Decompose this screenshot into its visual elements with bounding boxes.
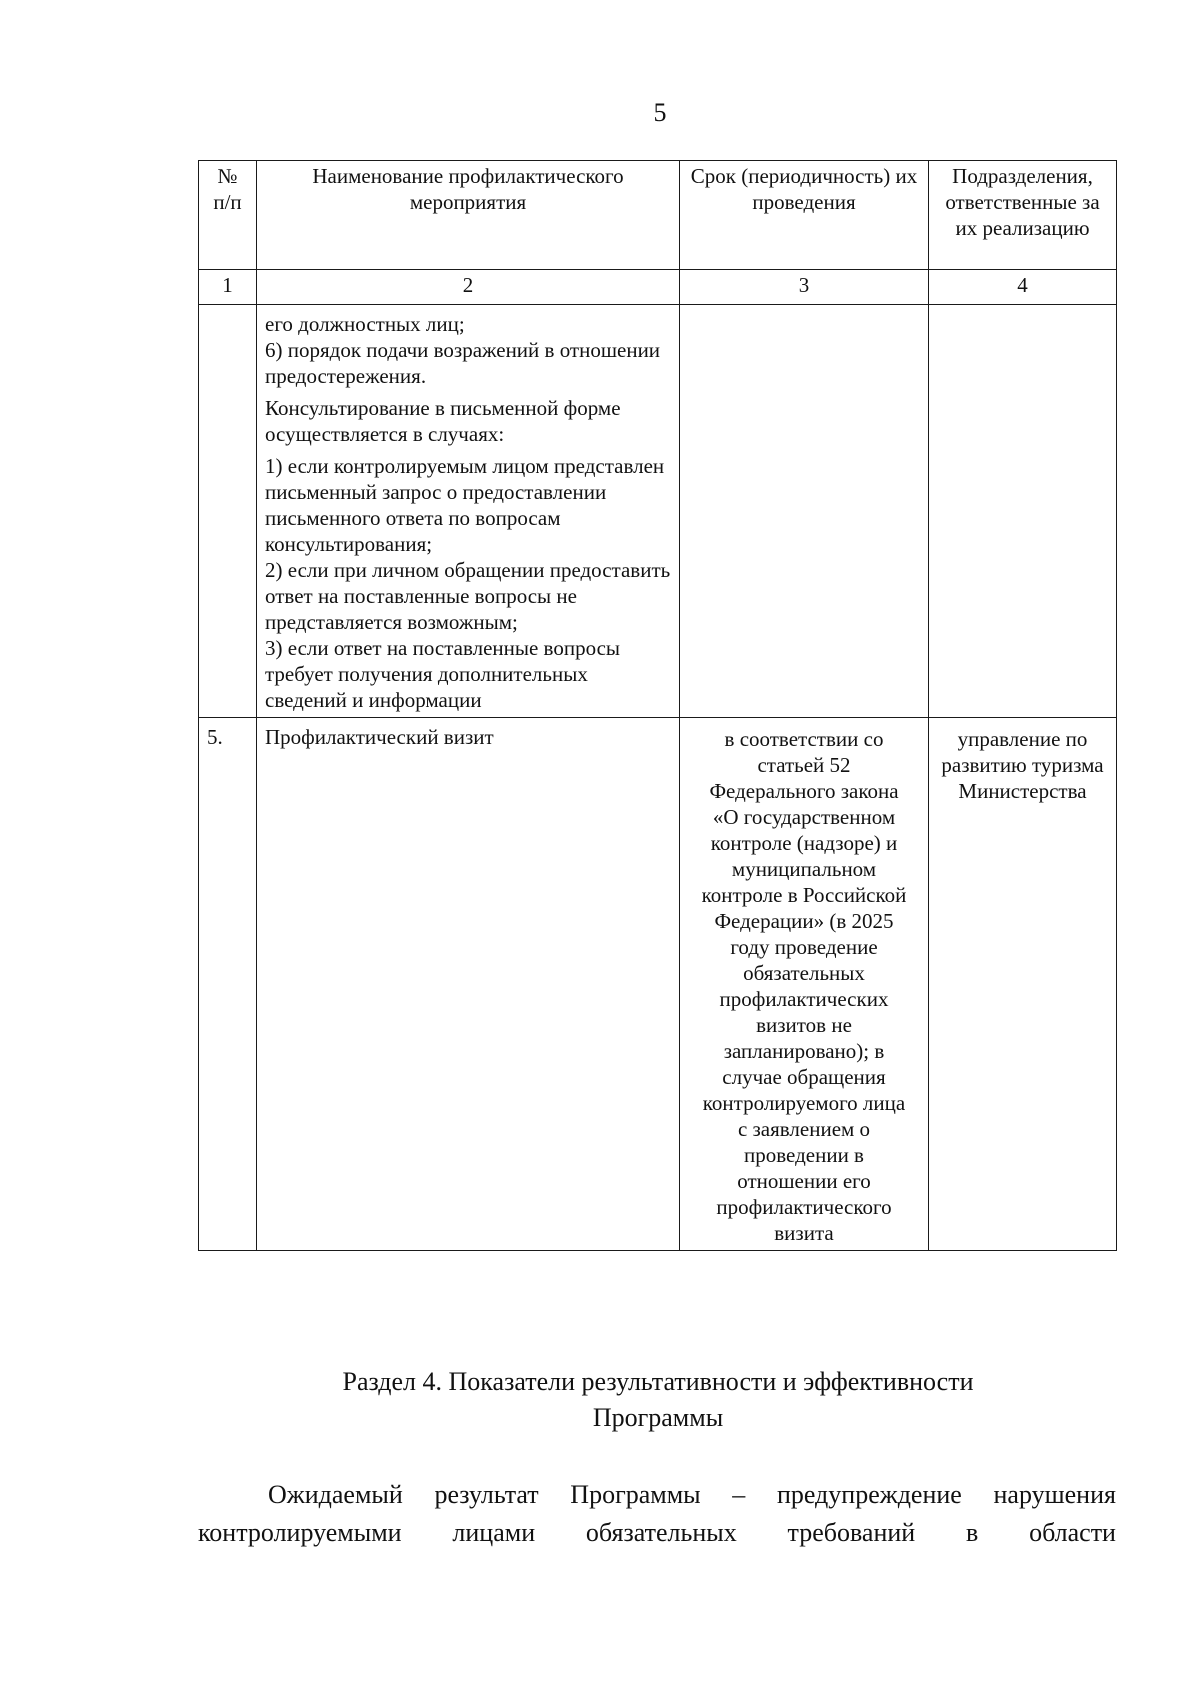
word: лицами bbox=[452, 1518, 536, 1547]
event-name-cell bbox=[257, 305, 680, 718]
paragraph-line bbox=[198, 1476, 1116, 1514]
body-paragraph bbox=[198, 1476, 1116, 1552]
column-number: 2 bbox=[257, 270, 680, 305]
word: результат bbox=[434, 1480, 539, 1509]
word: нарушения bbox=[993, 1480, 1116, 1509]
program-table bbox=[198, 160, 1117, 1251]
header-responsible: Подразделения, ответственные за их реализацию bbox=[929, 161, 1117, 270]
term-cell: в соответствии со статьей 52 Федерального закона «О государственном контроле (надзоре) и муниципальном контроле в Российской Федерации» (в 2025 году проведение обязательных профилактических визитов не запланировано); в случае обращения контролируемого лица с заявлением о проведении в отношении его профилактического визита bbox=[680, 718, 929, 1251]
page-number: 5 bbox=[653, 98, 667, 127]
column-number: 1 bbox=[199, 270, 257, 305]
word: Программы bbox=[570, 1480, 701, 1509]
word: обязательных bbox=[585, 1518, 737, 1547]
header-event-name: Наименование профилактического мероприятия bbox=[257, 161, 680, 270]
table-row bbox=[199, 305, 1117, 718]
word: – bbox=[732, 1480, 746, 1509]
section-title-line: Программы bbox=[592, 1403, 724, 1432]
word: области bbox=[1029, 1518, 1116, 1547]
continuation-paragraph: Консультирование в письменной форме осуществляется в случаях: bbox=[265, 396, 621, 446]
table-header-row bbox=[199, 161, 1117, 270]
responsible-cell bbox=[929, 305, 1117, 718]
row-number-cell bbox=[199, 305, 257, 718]
column-number: 3 bbox=[680, 270, 929, 305]
table-row bbox=[199, 718, 1117, 1251]
word: требований bbox=[787, 1518, 916, 1547]
continuation-paragraph: 1) если контролируемым лицом представлен письменный запрос о предоставлении письменного ответа по вопросам консультирования; 2) если при личном обращении предоставить ответ на поставленные вопросы не представляется возможным; 3) если ответ на поставленные вопросы требует получения дополнительных сведений и информации bbox=[265, 454, 671, 712]
word: контролируемыми bbox=[198, 1518, 402, 1547]
paragraph-line bbox=[198, 1514, 1116, 1552]
term-cell bbox=[680, 305, 929, 718]
column-number-row bbox=[199, 270, 1117, 305]
row-number-cell: 5. bbox=[199, 718, 257, 1251]
header-term: Срок (периодичность) их проведения bbox=[680, 161, 929, 270]
column-number: 4 bbox=[929, 270, 1117, 305]
section-title-line: Раздел 4. Показатели результативности и эффективности bbox=[342, 1367, 974, 1396]
word: в bbox=[965, 1518, 979, 1547]
header-number: № п/п bbox=[199, 161, 257, 270]
section-title bbox=[200, 1364, 1116, 1436]
responsible-cell: управление по развитию туризма Министерства bbox=[929, 718, 1117, 1251]
continuation-paragraph: его должностных лиц; 6) порядок подачи возражений в отношении предостережения. bbox=[265, 312, 661, 388]
word: Ожидаемый bbox=[268, 1480, 403, 1509]
event-name-cell: Профилактический визит bbox=[257, 718, 680, 1251]
word: предупреждение bbox=[776, 1480, 962, 1509]
